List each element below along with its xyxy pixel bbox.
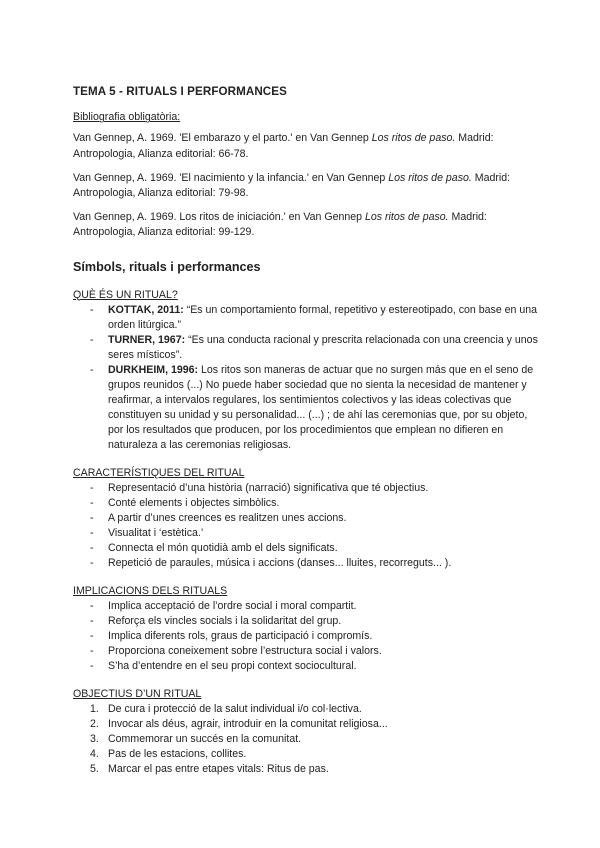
list-item: 4. Pas de les estacions, collites.	[73, 747, 543, 762]
section-title: Símbols, rituals i performances	[73, 259, 261, 274]
item-number: 1.	[90, 703, 99, 716]
list-item: - S’ha d’entendre en el seu propi context sociocultural.	[73, 659, 543, 674]
book-title: Los ritos de paso.	[371, 132, 456, 145]
item-number: 5.	[90, 763, 99, 776]
subheading-implicacions: IMPLICACIONS DELS RITUALS	[73, 585, 228, 598]
author-label: KOTTAK, 2011:	[108, 303, 184, 316]
list-item: - Implica diferents rols, graus de participació i compromís.	[73, 629, 543, 644]
document-title: TEMA 5 - RITUALS I PERFORMANCES	[73, 85, 287, 98]
list-item: - KOTTAK, 2011: “Es un comportamiento formal, repetitivo y estereotipado, con base en una orden litúrgica.”	[73, 303, 543, 333]
definitions-list	[73, 303, 543, 453]
list-item: - Conté elements i objectes simbòlics.	[73, 496, 543, 511]
reference: Van Gennep, A. 1969. 'El nacimiento y la infancia.' en Van Gennep Los ritos de paso. Madrid: Antropologia, Alianza editorial: 79-98.	[73, 171, 511, 199]
bibliography-label: Bibliografia obligatòria:	[73, 111, 181, 124]
author-label: TURNER, 1967:	[108, 333, 186, 346]
list-item: - Connecta el món quotidià amb el dels significats.	[73, 541, 543, 556]
characteristics-list	[73, 481, 543, 571]
subheading-que-es: QUÈ ÉS UN RITUAL?	[73, 288, 178, 301]
book-title: Los ritos de paso.	[388, 171, 472, 184]
implications-list	[73, 599, 543, 674]
subheading-objectius: OBJECTIUS D’UN RITUAL	[73, 688, 202, 701]
list-item: - Representació d’una història (narració) significativa que té objectius.	[73, 481, 543, 496]
reference: Van Gennep, A. 1969. 'El embarazo y el parto.' en Van Gennep Los ritos de paso. Madrid: Antropologia, Alianza editorial: 66-78.	[73, 132, 494, 160]
list-item: - Repetició de paraules, música i accions (danses... lluites, recorreguts... ).	[73, 556, 543, 571]
list-item: - DURKHEIM, 1996: Los ritos son maneras de actuar que no surgen más que en el seno de grupos reunidos (...) No puede haber sociedad que no sienta la necesidad de mantener y reafirmar, a intervalos regulares, los sentimientos colectivos y las ideas colectivas que constituyen su unidad y su personalidad... (...) ; de ahí las ceremonias que, por su objeto, por los resultados que producen, por los procedimientos que emplean no difieren en naturaleza a las ceremonias religiosas.	[73, 363, 543, 453]
list-item: 5. Marcar el pas entre etapes vitals: Ritus de pas.	[73, 762, 543, 777]
item-number: 3.	[90, 733, 99, 746]
author-label: DURKHEIM, 1996:	[108, 363, 199, 376]
document-content	[73, 84, 543, 777]
item-number: 2.	[90, 718, 99, 731]
list-item: - A partir d’unes creences es realitzen unes accions.	[73, 511, 543, 526]
list-item: - Reforça els vincles socials i la solidaritat del grup.	[73, 614, 543, 629]
list-item: 2. Invocar als déus, agrair, introduir en la comunitat religiosa...	[73, 717, 543, 732]
list-item: - Implica acceptació de l’ordre social i moral compartit.	[73, 599, 543, 614]
subheading-caracteristiques: CARACTERÍSTIQUES DEL RITUAL	[73, 466, 245, 479]
list-item: - TURNER, 1967: “Es una conducta racional y prescrita relacionada con una creencia y unos seres místicos”.	[73, 333, 543, 363]
reference: Van Gennep, A. 1969. Los ritos de iniciación.' en Van Gennep Los ritos de paso. Madrid: Antropologia, Alianza editorial: 99-129.	[73, 210, 487, 238]
item-number: 4.	[90, 748, 99, 761]
book-title: Los ritos de paso.	[364, 210, 449, 223]
list-item: - Visualitat i ‘estètica.’	[73, 526, 543, 541]
objectives-list	[73, 702, 543, 777]
list-item: - Proporciona coneixement sobre l’estructura social i valors.	[73, 644, 543, 659]
list-item: 3. Commemorar un succés en la comunitat.	[73, 732, 543, 747]
list-item: 1. De cura i protecció de la salut individual i/o col·lectiva.	[73, 702, 543, 717]
